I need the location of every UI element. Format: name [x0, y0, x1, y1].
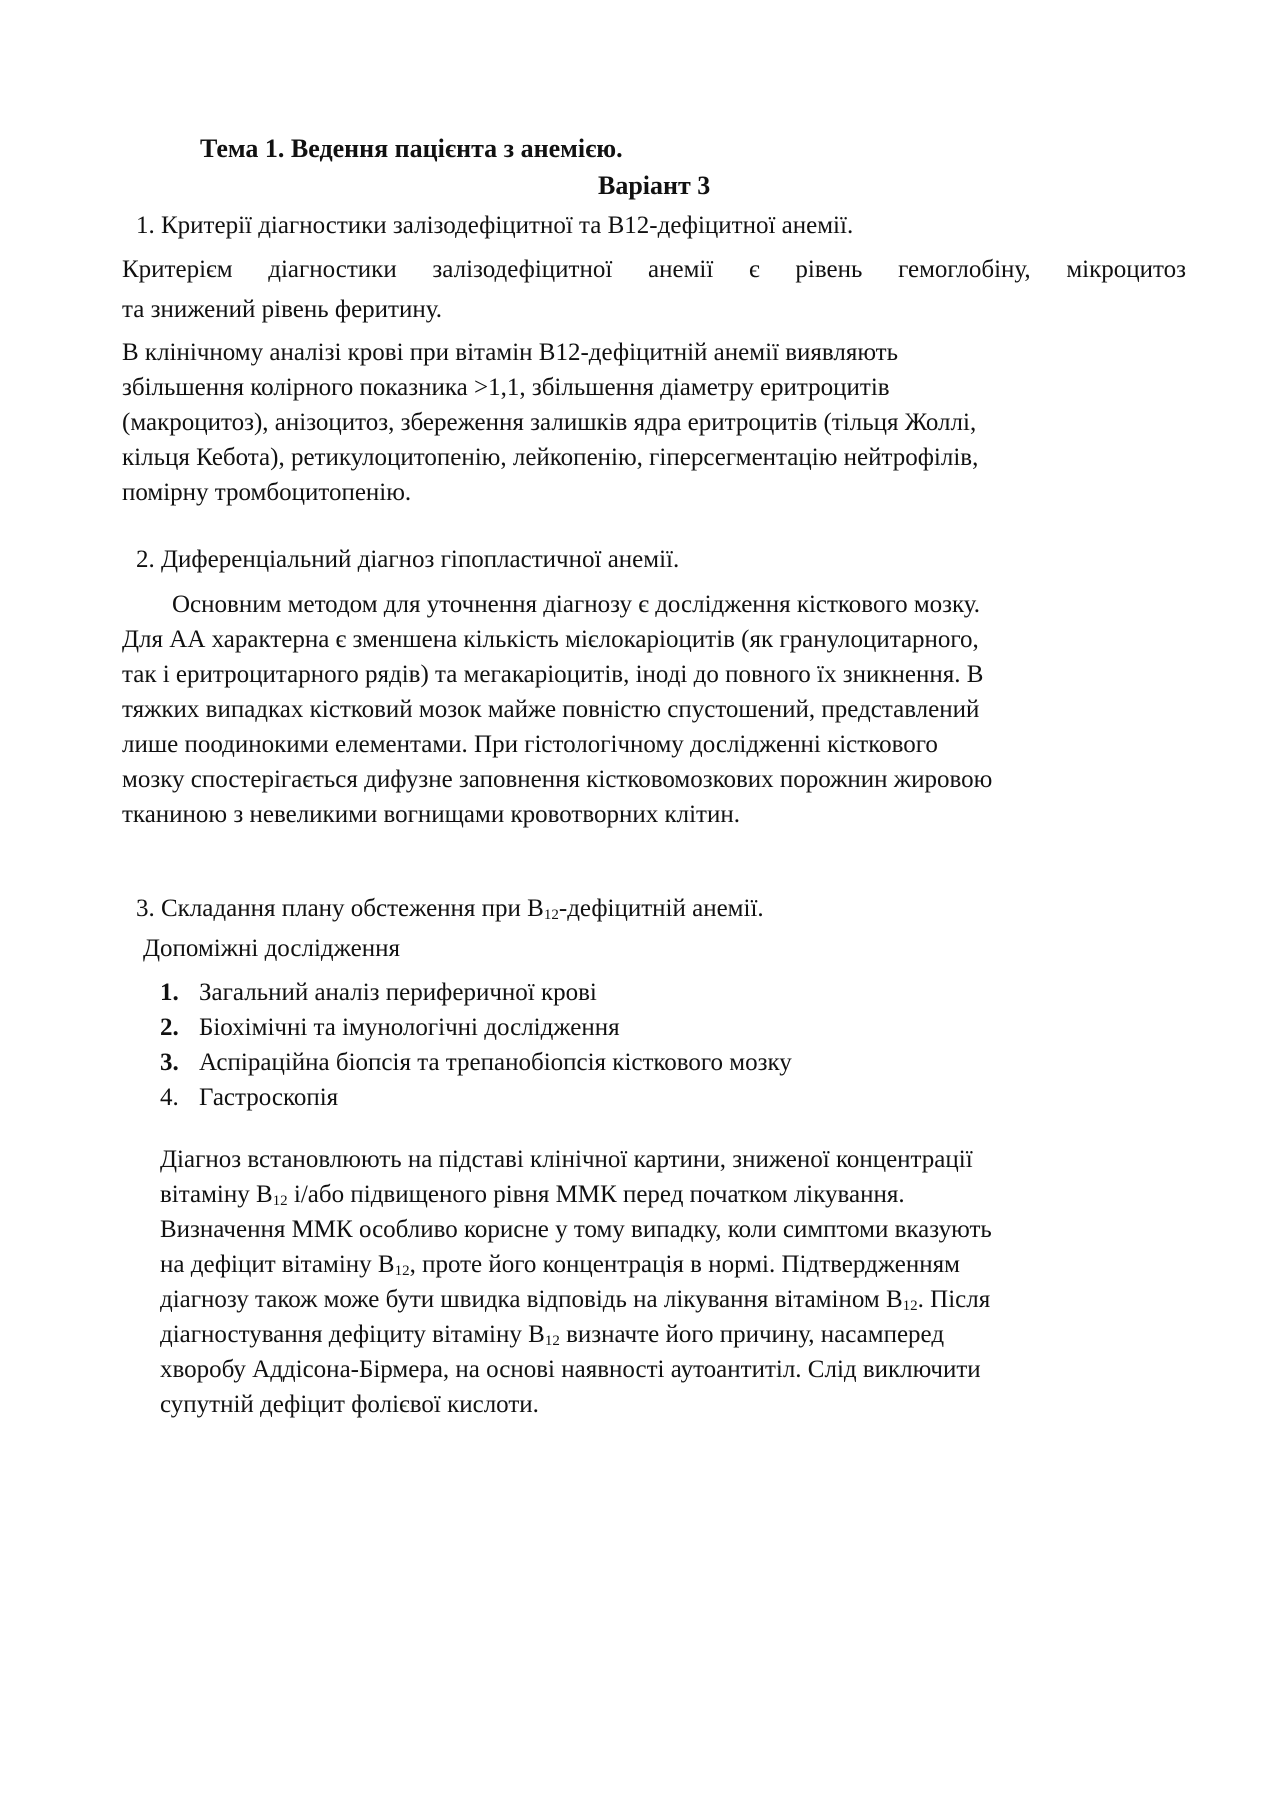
paragraph-line: тканиною з невеликими вогнищами кровотворних клітин. [122, 801, 740, 828]
list-item [160, 1010, 792, 1045]
text-span: вітаміну В [160, 1181, 273, 1208]
list-item-number: 3. [160, 1049, 179, 1076]
paragraph-line [160, 1247, 992, 1282]
paragraph-line: кільця Кебота), ретикулоцитопенію, лейкопенію, гіперсегментацію нейтрофілів, [122, 444, 979, 471]
paragraph-line: Для АА характерна є зменшена кількість мієлокаріоцитів (як гранулоцитарного, [122, 626, 979, 653]
list-item-text: Гастроскопія [199, 1084, 339, 1111]
text-span: , проте його концентрація в нормі. Підтвердженням [409, 1251, 960, 1278]
paragraph-line: тяжких випадках кістковий мозок майже повністю спустошений, представлений [122, 696, 980, 723]
paragraph-line: так і еритроцитарного рядів) та мегакаріоцитів, іноді до повного їх зникнення. В [122, 661, 984, 688]
text-span: і/або підвищеного рівня ММК перед початком лікування. [287, 1181, 905, 1208]
paragraph-line: Визначення ММК особливо корисне у тому випадку, коли симптоми вказують [160, 1216, 992, 1243]
q2-heading: 2. Диференціальний діагноз гіпопластичної анемії. [136, 546, 680, 573]
text-span: . Після [917, 1286, 991, 1313]
list-item-text: Аспіраційна біопсія та трепанобіопсія кісткового мозку [199, 1049, 792, 1076]
list-item-text: Біохімічні та імунологічні дослідження [199, 1014, 620, 1041]
list-item-text: Загальний аналіз периферичної крові [199, 979, 597, 1006]
text-span: визначте його причину, насамперед [559, 1321, 945, 1348]
list-item [160, 1045, 792, 1080]
q3-heading-after: -дефіцитній анемії. [558, 895, 764, 922]
list-item-number: 2. [160, 1014, 179, 1041]
q3-heading-subscript: 12 [543, 907, 559, 923]
paragraph-line: супутній дефіцит фолієвої кислоти. [160, 1391, 539, 1418]
subscript-12: 12 [272, 1193, 288, 1209]
list-item [160, 975, 792, 1010]
text-span: на дефіцит вітаміну В [160, 1251, 395, 1278]
q2-para [122, 587, 992, 832]
subscript-12: 12 [544, 1333, 560, 1349]
q3-sub-heading: Допоміжні дослідження [143, 935, 400, 962]
list-item-number: 4. [160, 1084, 179, 1111]
q3-heading-before: 3. Складання плану обстеження при В [136, 895, 544, 922]
paragraph-line: мозку спостерігається дифузне заповнення кістковомозкових порожнин жировою [122, 766, 993, 793]
q1-para1-line1: Критерієм діагностики залізодефіцитної анемії є рівень гемоглобіну, мікроцитоз [122, 256, 1186, 283]
paragraph-line: Основним методом для уточнення діагнозу є дослідження кісткового мозку. [122, 591, 981, 618]
paragraph-line [160, 1177, 992, 1212]
q1-para2 [122, 335, 978, 510]
q3-list [160, 975, 792, 1115]
text-span: діагнозу також може бути швидка відповідь на лікування вітаміном В [160, 1286, 903, 1313]
text-span: діагностування дефіциту вітаміну В [160, 1321, 545, 1348]
variant-label: Варіант 3 [598, 171, 711, 200]
paragraph-line [160, 1317, 992, 1352]
paragraph-line: Діагноз встановлюють на підставі клінічної картини, зниженої концентрації [160, 1146, 973, 1173]
q1-heading: 1. Критерії діагностики залізодефіцитної та В12-дефіцитної анемії. [136, 212, 854, 239]
paragraph-line: лише поодинокими елементами. При гістологічному дослідженні кісткового [122, 731, 938, 758]
paragraph-line: (макроцитоз), анізоцитоз, збереження залишків ядра еритроцитів (тільця Жоллі, [122, 409, 977, 436]
q3-heading [136, 896, 764, 921]
paragraph-line: збільшення колірного показника >1,1, збільшення діаметру еритроцитів [122, 374, 890, 401]
q1-para1-line2: та знижений рівень феритину. [122, 296, 442, 323]
subscript-12: 12 [902, 1298, 918, 1314]
subscript-12: 12 [394, 1263, 410, 1279]
q3-para [160, 1142, 992, 1422]
paragraph-line [160, 1282, 992, 1317]
paragraph-line: хворобу Аддісона-Бірмера, на основі наявності аутоантитіл. Слід виключити [160, 1356, 981, 1383]
paragraph-line: В клінічному аналізі крові при вітамін В12-дефіцитній анемії виявляють [122, 339, 899, 366]
paragraph-line: помірну тромбоцитопенію. [122, 479, 412, 506]
document-title: Тема 1. Ведення пацієнта з анемією. [200, 134, 623, 163]
list-item [160, 1080, 792, 1115]
list-item-number: 1. [160, 979, 179, 1006]
